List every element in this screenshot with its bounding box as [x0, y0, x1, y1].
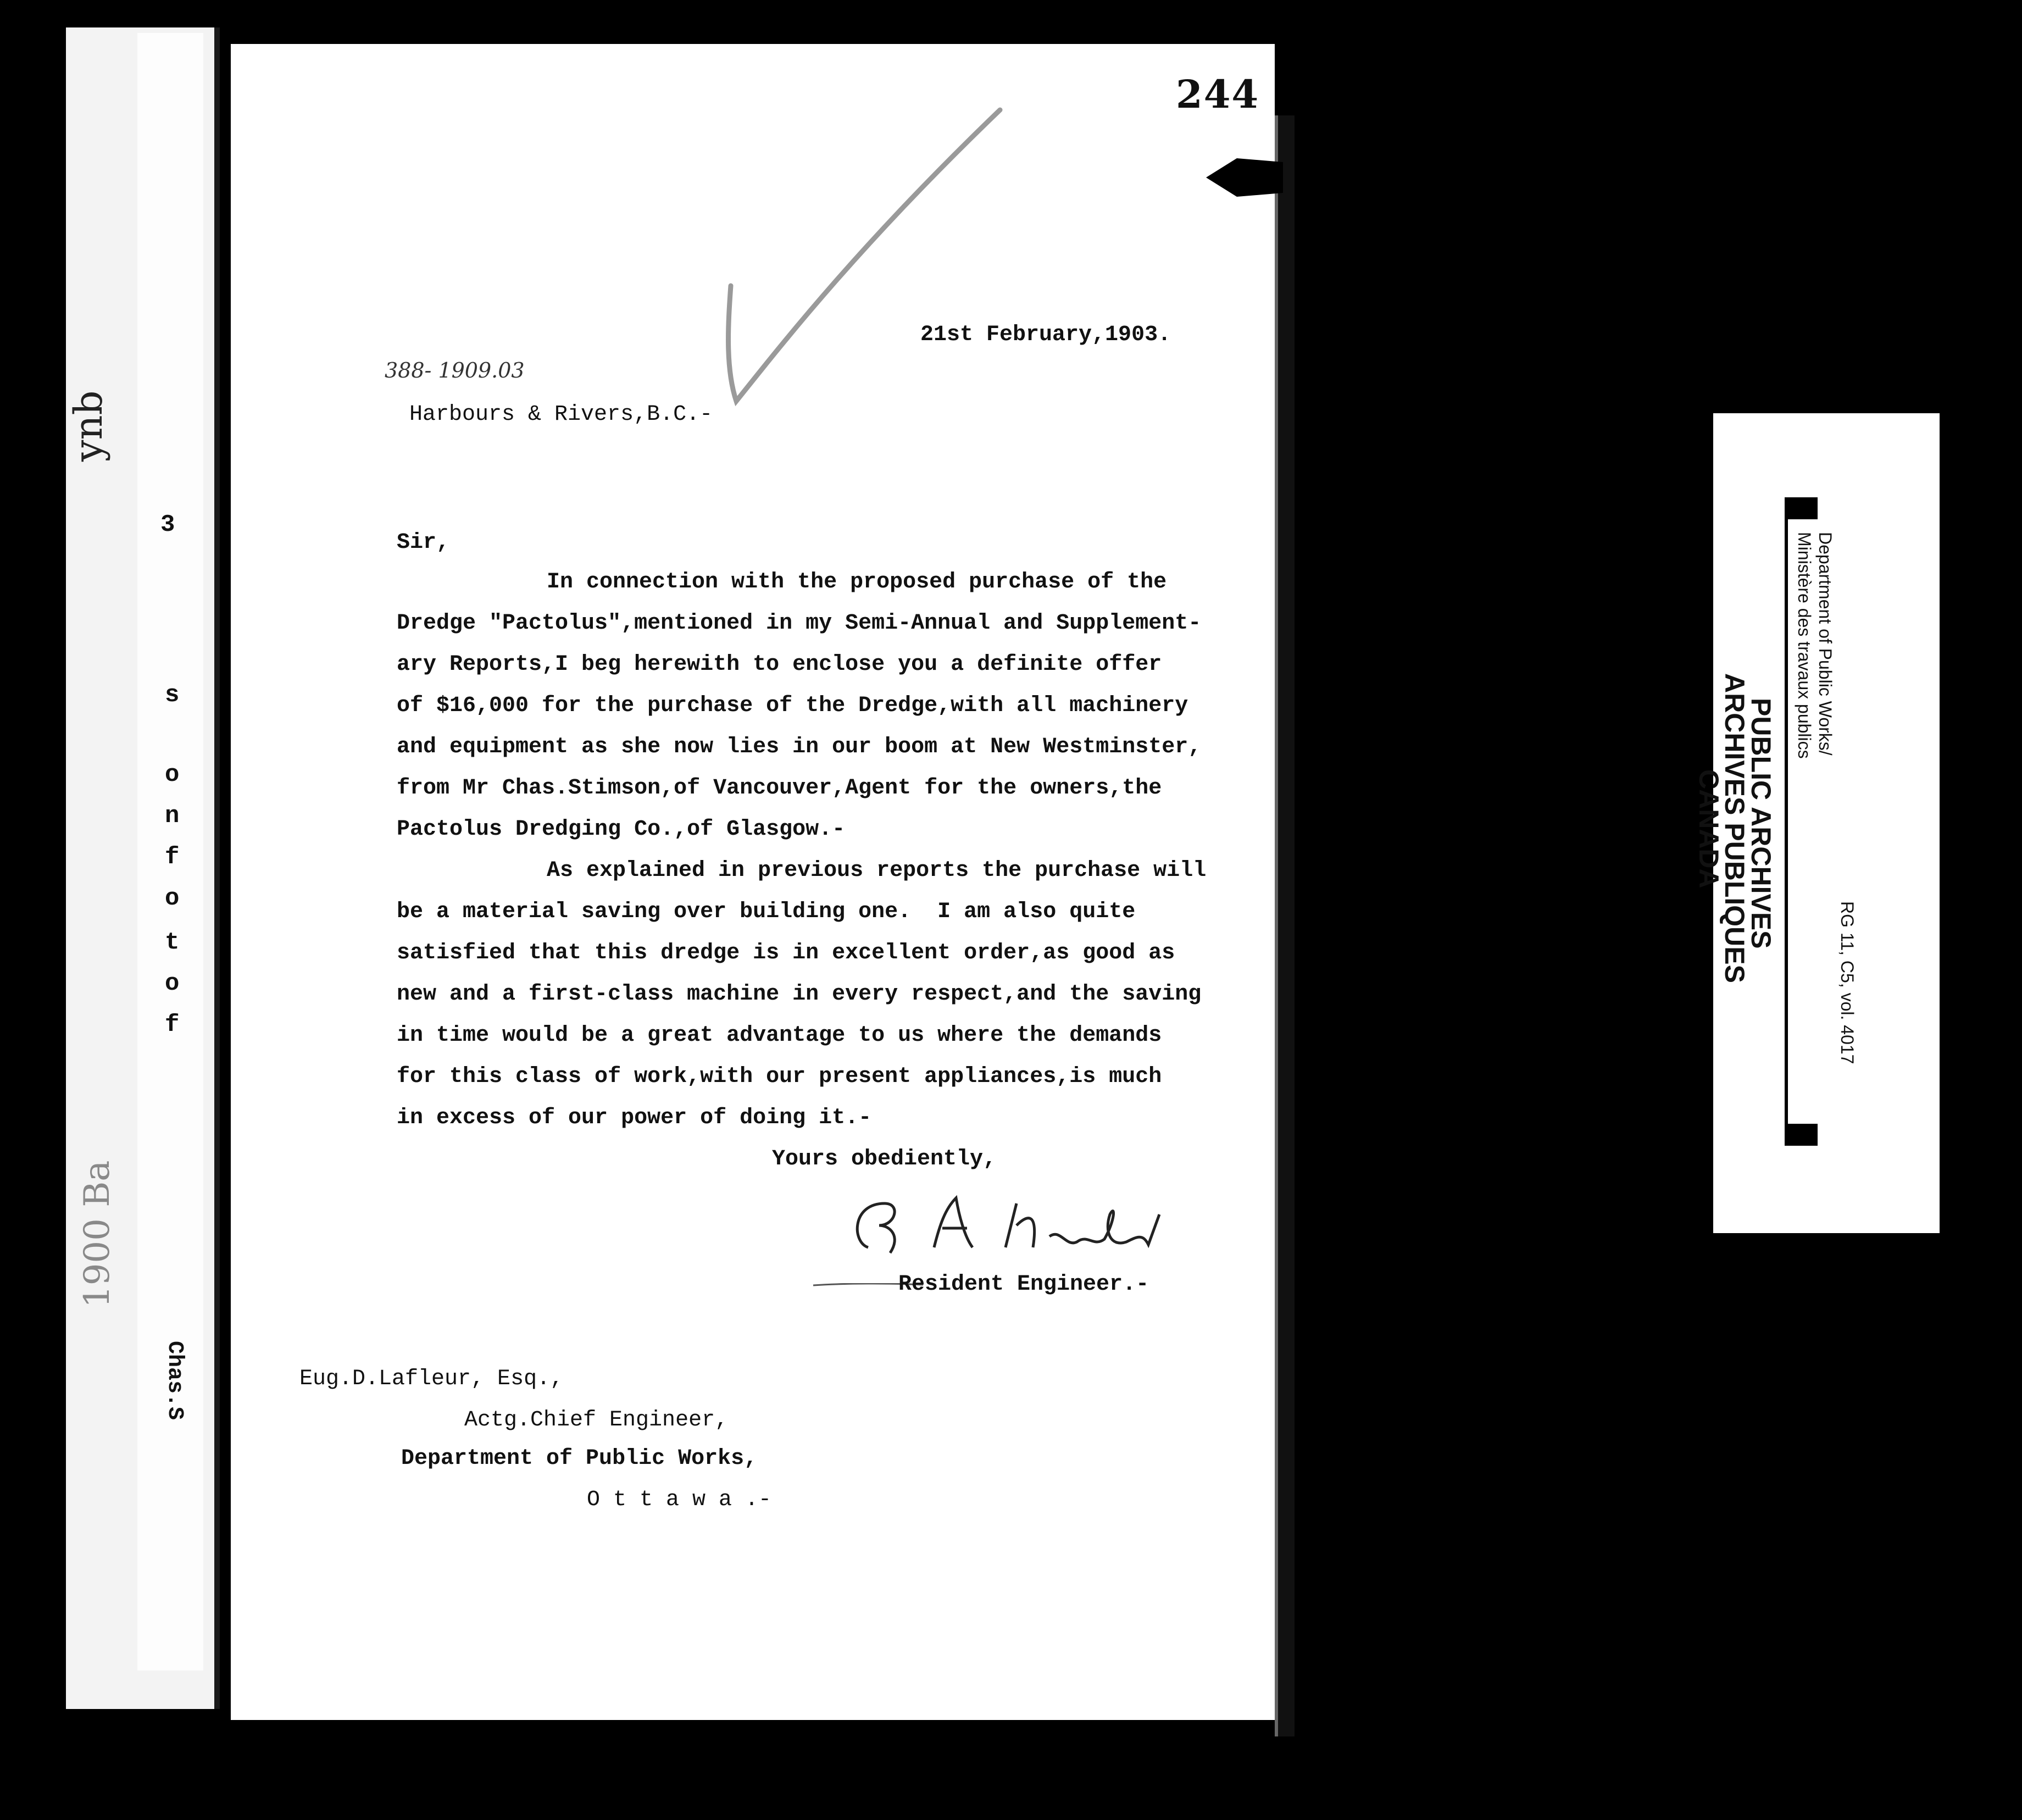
left-page-mark: 3 [160, 511, 175, 539]
archive-label-reference: RG 11, C5, vol. 4017 [1837, 901, 1857, 1064]
body-line: from Mr Chas.Stimson,of Vancouver,Agent for the owners,the [397, 776, 1162, 801]
closing: Yours obediently, [772, 1147, 997, 1172]
salutation: Sir, [397, 530, 450, 555]
body-line: As explained in previous reports the purchase will [547, 858, 1207, 883]
label-notch [1785, 1124, 1818, 1146]
body-line: ary Reports,I beg herewith to enclose you a definite offer [397, 652, 1162, 677]
left-page-code: Chas.S [162, 1341, 187, 1421]
archive-label-dept: Department of Public Works/ [1815, 532, 1835, 756]
left-page-mark: s [165, 681, 180, 709]
body-line: In connection with the proposed purchase of the [547, 570, 1167, 595]
archive-label-line2: ARCHIVES PUBLIQUES [1719, 673, 1750, 983]
left-page-mark: o [165, 970, 180, 997]
left-page-handwriting: ynb [66, 390, 111, 462]
body-line: of $16,000 for the purchase of the Dredge,with all machinery [397, 693, 1188, 718]
signatory-title: Resident Engineer.- [898, 1272, 1149, 1297]
archive-label-dept-fr: Ministère des travaux publics [1795, 532, 1814, 759]
left-page-mark: f [165, 1011, 180, 1039]
body-line: and equipment as she now lies in our boom at New Westminster, [397, 735, 1202, 759]
letter-date: 21st February,1903. [920, 323, 1171, 347]
left-page-mark: t [165, 929, 180, 956]
body-line: for this class of work,with our present appliances,is much [397, 1064, 1162, 1089]
body-line: in excess of our power of doing it.- [397, 1106, 872, 1130]
left-page-mark: f [165, 844, 180, 871]
body-line: satisfied that this dredge is in excellent order,as good as [397, 941, 1175, 966]
addressee-name: Eug.D.Lafleur, Esq., [299, 1367, 564, 1391]
left-page-faded-handwriting: 1900 Ba [77, 1160, 118, 1308]
body-line: Pactolus Dredging Co.,of Glasgow.- [397, 817, 846, 842]
signature [841, 1181, 1181, 1264]
left-page-mark: o [165, 885, 180, 912]
addressee-department: Department of Public Works, [401, 1446, 758, 1471]
page-number: 244 [1176, 71, 1260, 117]
body-line: be a material saving over building one. I am also quite [397, 900, 1136, 924]
body-line: Dredge "Pactolus",mentioned in my Semi-Annual and Supplement- [397, 611, 1202, 636]
left-page-mark: o [165, 761, 180, 789]
letter-subject: Harbours & Rivers,B.C.- [409, 402, 713, 427]
file-reference: 388- 1909.03 [385, 358, 525, 382]
label-rule [1785, 497, 1788, 1146]
left-page-mark: n [165, 802, 180, 830]
check-mark-icon [714, 93, 1044, 423]
archive-label-line1: PUBLIC ARCHIVES [1746, 698, 1776, 949]
archive-label-line3: CANADA [1693, 769, 1724, 889]
page-edge [1275, 115, 1295, 1736]
label-notch [1785, 497, 1818, 519]
body-line: new and a first-class machine in every respect,and the saving [397, 982, 1202, 1007]
addressee-city: O t t a w a .- [587, 1488, 772, 1512]
body-line: in time would be a great advantage to us where the demands [397, 1023, 1162, 1048]
addressee-title: Actg.Chief Engineer, [464, 1408, 729, 1433]
